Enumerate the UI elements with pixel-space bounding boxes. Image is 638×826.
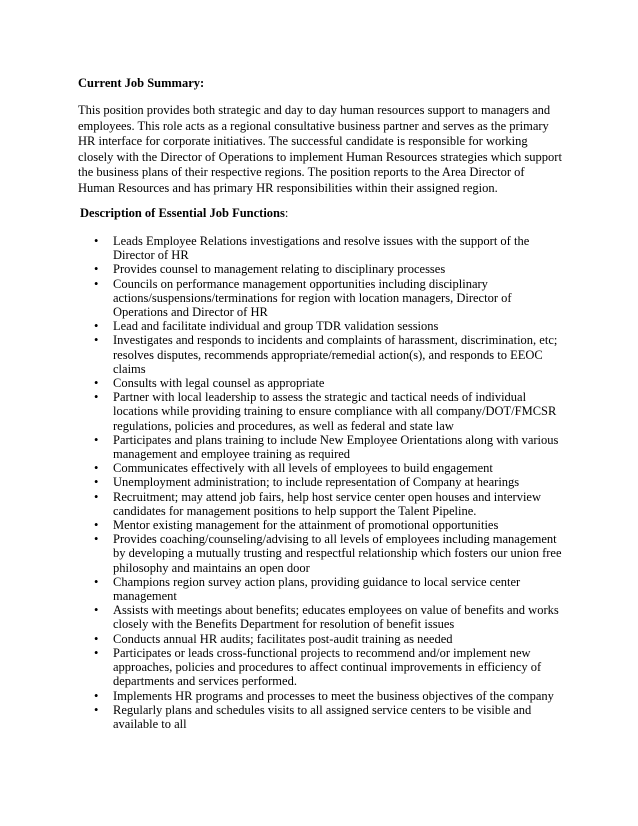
list-item (94, 319, 564, 333)
list-item-text: Councils on performance management opportunities including disciplinary actions/suspensions/terminations for region with location managers, Director of Operations and Director of HR (113, 276, 512, 320)
list-item (94, 490, 564, 518)
bullet-icon: • (94, 631, 99, 646)
functions-list (94, 234, 564, 731)
list-item-text: Communicates effectively with all levels of employees to build engagement (113, 461, 493, 476)
functions-heading-colon: : (284, 206, 289, 220)
bullet-icon: • (94, 603, 99, 618)
list-item-text: Partner with local leadership to assess the strategic and tactical needs of individual locations while providing training to ensure compliance with all company/DOT/FMCSR regulations, policies and procedures, as well as federal and state law (113, 390, 557, 433)
list-item (94, 461, 564, 475)
list-item (94, 646, 564, 689)
bullet-icon: • (94, 376, 99, 391)
bullet-icon: • (94, 475, 99, 490)
bullet-icon: • (94, 333, 99, 348)
bullet-icon: • (94, 262, 99, 277)
bullet-icon: • (94, 432, 99, 447)
list-item-text: Unemployment administration; to include representation of Company at hearings (113, 475, 520, 490)
summary-paragraph: This position provides both strategic and day to day human resources support to managers and employees. This role acts as a regional consultative business partner and serves as the primary HR interface for corporate initiatives. The successful candidate is responsible for working closely with the Director of Operations to implement Human Resources strategies which support the business plans of their respective regions. The position reports to the Area Director of Human Resources and has primary HR responsibilities within their assigned region. (78, 103, 562, 195)
list-item-text: Lead and facilitate individual and group TDR validation sessions (113, 319, 439, 334)
bullet-icon: • (94, 276, 99, 291)
list-item (94, 262, 564, 276)
list-item-text: Conducts annual HR audits; facilitates post-audit training as needed (113, 631, 453, 646)
list-item-text: Investigates and responds to incidents and complaints of harassment, discrimination, etc; resolves disputes, recommends appropriate/remedial action(s), and responds to EEOC claims (113, 333, 558, 376)
list-item (94, 333, 564, 376)
list-item-text: Participates and plans training to include New Employee Orientations along with various management and employee training as required (113, 432, 559, 462)
list-item-text: Consults with legal counsel as appropriate (113, 376, 325, 391)
list-item (94, 518, 564, 532)
bullet-icon: • (94, 319, 99, 334)
bullet-icon: • (94, 489, 99, 504)
list-item-text: Leads Employee Relations investigations and resolve issues with the support of the Director of HR (113, 234, 530, 263)
list-item (94, 277, 564, 320)
list-item-text: Champions region survey action plans, providing guidance to local service center management (113, 574, 521, 604)
functions-heading-text: Description of Essential Job Functions (80, 206, 285, 220)
list-item-text: Regularly plans and schedules visits to all assigned service centers to be visible and available to all (113, 702, 532, 731)
list-item-text: Recruitment; may attend job fairs, help host service center open houses and interview candidates for management positions to help support the Talent Pipeline. (113, 489, 541, 518)
list-item-text: Provides counsel to management relating to disciplinary processes (113, 262, 446, 277)
list-item (94, 603, 564, 631)
list-item (94, 703, 564, 731)
bullet-icon: • (94, 234, 99, 248)
list-item-text: Mentor existing management for the attainment of promotional opportunities (113, 518, 499, 533)
bullet-icon: • (94, 461, 99, 476)
list-item (94, 376, 564, 390)
list-item-text: Implements HR programs and processes to meet the business objectives of the company (113, 688, 554, 703)
list-item (94, 532, 564, 575)
summary-heading: Current Job Summary: (78, 76, 205, 90)
list-item (94, 475, 564, 489)
list-item (94, 575, 564, 603)
bullet-icon: • (94, 688, 99, 703)
bullet-icon: • (94, 645, 99, 660)
bullet-icon: • (94, 518, 99, 533)
functions-heading (80, 206, 288, 221)
bullet-icon: • (94, 574, 99, 589)
list-item (94, 632, 564, 646)
list-item-text: Assists with meetings about benefits; educates employees on value of benefits and works closely with the Benefits Department for resolution of benefit issues (113, 603, 559, 632)
list-item-text: Participates or leads cross-functional projects to recommend and/or implement new approaches, policies and procedures to affect continual improvements in efficiency of departments and services performed. (113, 645, 542, 689)
list-item (94, 433, 564, 461)
bullet-icon: • (94, 390, 99, 405)
list-item (94, 390, 564, 433)
bullet-icon: • (94, 532, 99, 547)
bullet-icon: • (94, 702, 99, 717)
list-item (94, 689, 564, 703)
list-item-text: Provides coaching/counseling/advising to all levels of employees including management by developing a mutually trusting and respectful relationship which fosters our union free philosophy and maintains an open door (113, 532, 562, 575)
list-item (94, 234, 564, 262)
